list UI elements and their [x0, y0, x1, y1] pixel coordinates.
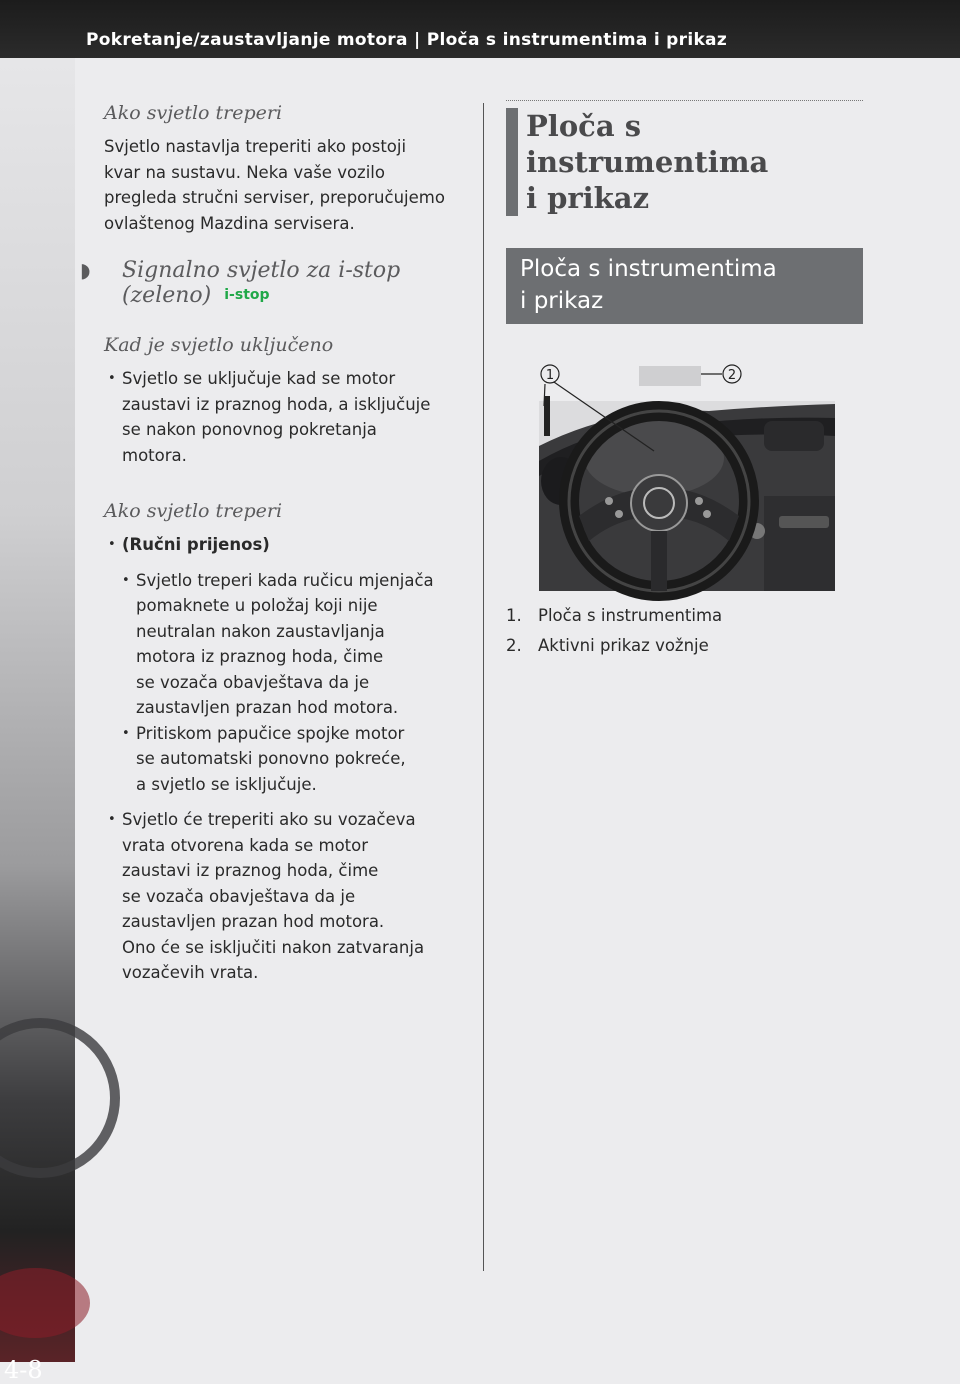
- istop-indicator-heading: [80, 258, 466, 308]
- page-number: 4-8: [4, 1356, 43, 1384]
- text-line: pregleda stručni serviser, preporučujemo: [104, 188, 445, 207]
- text-line: Svjetlo nastavlja treperiti ako postoji: [104, 137, 407, 156]
- text-line: ovlaštenog Mazdina servisera.: [104, 213, 355, 233]
- callout-2-label: 2: [727, 368, 737, 383]
- subsection-title-line: Ploča s instrumentima: [520, 256, 777, 282]
- indicator-title-line: (zeleno): [122, 283, 212, 308]
- list-item: [104, 366, 466, 468]
- manual-transmission-label: • (Ručni prijenos): [122, 535, 270, 554]
- page-header: [0, 0, 960, 58]
- text-line: se nakon ponovnog pokretanja: [122, 420, 377, 439]
- text-line: zaustavi iz praznog hoda, a isključuje: [122, 394, 431, 414]
- text-line: se vozača obavještava da je: [122, 886, 356, 906]
- text-line: Ono će se isključiti nakon zatvaranja: [122, 937, 425, 957]
- legend-item: [506, 631, 863, 661]
- text-line: vozačevih vrata.: [122, 963, 259, 982]
- text-line: zaustavljen prazan hod motora.: [122, 912, 385, 931]
- header-title: Pokretanje/zaustavljanje motora | Ploča s instrumentima i prikaz: [86, 30, 728, 50]
- text-line: pomaknete u položaj koji nije: [136, 596, 378, 615]
- side-decor-strip: [0, 58, 75, 1384]
- text-line: neutralan nakon zaustavljanja: [136, 621, 385, 641]
- callout-1-label: 1: [545, 368, 555, 383]
- subsection-title-line: i prikaz: [520, 288, 604, 314]
- right-column: [506, 100, 863, 661]
- dashboard-illustration: [539, 366, 835, 591]
- dotted-divider: [506, 100, 863, 101]
- section-arrow-icon: ◗: [80, 258, 91, 282]
- text-line: • Svjetlo se uključuje kad se motor: [122, 369, 396, 388]
- list-item: [104, 568, 466, 721]
- column-divider: [483, 103, 484, 1271]
- heading-when-on: Kad je svjetlo uključeno: [104, 334, 334, 356]
- text-line: kvar na sustavu. Neka vaše vozilo: [104, 162, 385, 182]
- decor-seat-image: [0, 1268, 90, 1338]
- section-title-line: Ploča s instrumentima: [526, 109, 769, 179]
- text-line: • Svjetlo će treperiti ako su vozačeva: [122, 810, 416, 829]
- legend-text: Ploča s instrumentima: [538, 606, 723, 625]
- list-item: [104, 721, 466, 798]
- list-item: [104, 807, 466, 986]
- heading-if-blinking-2: Ako svjetlo treperi: [104, 500, 283, 522]
- text-line: motora.: [122, 445, 187, 465]
- dashboard-figure: [539, 366, 835, 591]
- heading-if-blinking-1: Ako svjetlo treperi: [104, 102, 283, 124]
- list-item: [104, 532, 466, 558]
- legend-text: Aktivni prikaz vožnje: [538, 636, 709, 655]
- decor-steering-image: [0, 1018, 120, 1178]
- text-line: • Pritiskom papučice spojke motor: [136, 723, 405, 743]
- left-column: [80, 100, 466, 986]
- text-line: vrata otvorena kada se motor: [122, 835, 369, 855]
- text-line: se automatski ponovno pokreće,: [136, 749, 406, 768]
- text-line: • Svjetlo treperi kada ručicu mjenjača: [136, 570, 434, 590]
- section-title-line: i prikaz: [526, 181, 650, 215]
- text-line: zaustavljen prazan hod motora.: [136, 698, 399, 717]
- fault-paragraph: [104, 134, 466, 236]
- istop-icon: i-stop: [224, 287, 270, 303]
- text-line: motora iz praznog hoda, čime: [136, 647, 384, 666]
- text-line: se vozača obavještava da je: [136, 672, 370, 692]
- text-line: a svjetlo se isključuje.: [136, 774, 317, 794]
- legend-number: 1.: [506, 606, 522, 625]
- subsection-title-box: [506, 248, 863, 324]
- section-title: [506, 108, 863, 216]
- legend-item: [506, 601, 863, 631]
- text-line: zaustavi iz praznog hoda, čime: [122, 861, 379, 880]
- indicator-title-line: Signalno svjetlo za i-stop: [122, 258, 401, 283]
- figure-legend: [506, 601, 863, 661]
- legend-number: 2.: [506, 636, 522, 655]
